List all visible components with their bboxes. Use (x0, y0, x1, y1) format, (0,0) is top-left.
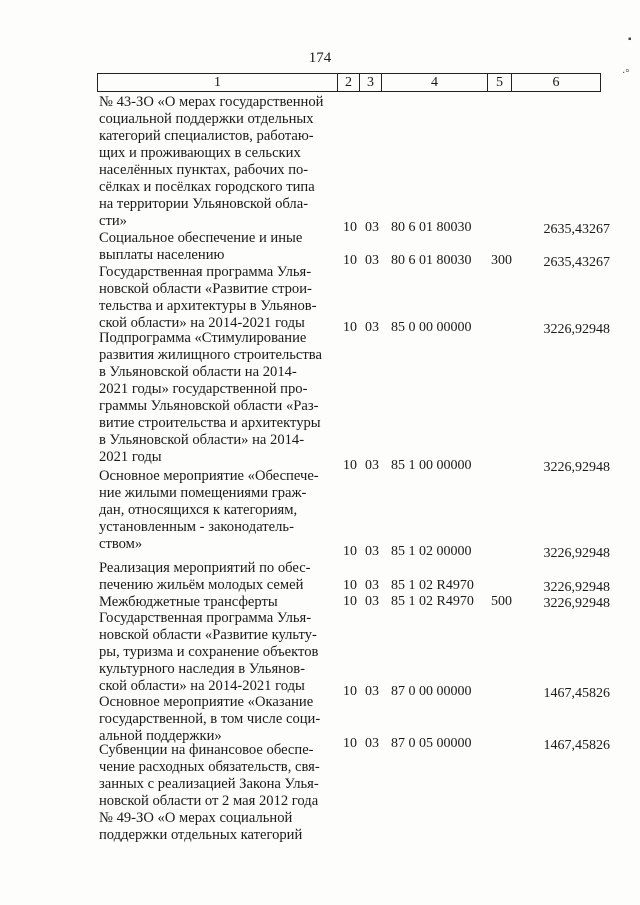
row-codes (343, 458, 521, 474)
description-line: ской области» на 2014-2021 годы (99, 678, 305, 694)
subsection-code: 03 (365, 253, 379, 268)
target-article-code: 85 1 02 R4970 (391, 578, 474, 593)
amount-value: 2635,43267 (543, 255, 610, 270)
amount-value: 1467,45826 (543, 686, 610, 701)
subsection-code: 03 (365, 320, 379, 335)
description-line: альной поддержки» (99, 728, 222, 744)
subsection-code: 03 (365, 684, 379, 699)
description-line: Субвенции на финансовое обеспе- (99, 742, 314, 758)
description-line: Социальное обеспечение и иные (99, 230, 303, 246)
target-article-code: 85 1 02 R4970 (391, 594, 474, 609)
column-header-3: 3 (360, 74, 382, 91)
row-codes (343, 736, 521, 752)
description-line: поддержки отдельных категорий (99, 827, 303, 843)
section-code: 10 (343, 253, 357, 268)
table-header (97, 73, 601, 92)
description-line: сти» (99, 213, 127, 229)
subsection-code: 03 (365, 578, 379, 593)
amount-value: 2635,43267 (543, 222, 610, 237)
column-header-6: 6 (552, 75, 560, 90)
description-line: государственной, в том числе соци- (99, 711, 321, 727)
row-description (99, 594, 337, 611)
description-line: граммы Ульяновской области «Раз- (99, 398, 319, 414)
description-line: чение расходных обязательств, свя- (99, 759, 320, 775)
section-code: 10 (343, 578, 357, 593)
row-description (99, 330, 337, 466)
row-codes (343, 594, 521, 610)
section-code: 10 (343, 220, 357, 235)
target-article-code: 85 0 00 00000 (391, 320, 472, 335)
description-line: населённых пунктах, рабочих по- (99, 162, 309, 178)
subsection-code: 03 (365, 220, 379, 235)
amount-value: 3226,92948 (543, 580, 610, 595)
amount-value: 3226,92948 (543, 546, 610, 561)
row-description (99, 742, 337, 844)
description-line: Государственная программа Улья- (99, 264, 312, 280)
description-line: Государственная программа Улья- (99, 610, 312, 626)
row-description (99, 560, 337, 594)
subsection-code: 03 (365, 594, 379, 609)
description-line: № 43-ЗО «О мерах государственной (99, 94, 324, 110)
section-code: 10 (343, 594, 357, 609)
description-line: сёлках и посёлках городского типа (99, 179, 315, 195)
description-line: Основное мероприятие «Оказание (99, 694, 314, 710)
description-line: на территории Ульяновской обла- (99, 196, 309, 212)
description-line: витие строительства и архитектуры (99, 415, 321, 431)
description-line: Подпрограмма «Стимулирование (99, 330, 307, 346)
row-description (99, 694, 337, 745)
scan-artifact-mark: ▪ (628, 34, 632, 45)
amount-value: 3226,92948 (543, 596, 610, 611)
description-line: занных с реализацией Закона Улья- (99, 776, 319, 792)
row-codes (343, 253, 521, 269)
description-line: в Ульяновской области на 2014- (99, 364, 297, 380)
row-codes (343, 578, 521, 594)
description-line: социальной поддержки отдельных (99, 111, 314, 127)
description-line: новской области «Развитие строи- (99, 281, 312, 297)
row-description (99, 230, 337, 264)
target-article-code: 87 0 05 00000 (391, 736, 472, 751)
description-line: 2021 годы» государственной про- (99, 381, 308, 397)
section-code: 10 (343, 544, 357, 559)
column-header-2: 2 (338, 74, 360, 91)
description-line: ние жилыми помещениями граж- (99, 485, 307, 501)
row-codes (343, 684, 521, 700)
description-line: Основное мероприятие «Обеспече- (99, 468, 319, 484)
description-line: в Ульяновской области» на 2014- (99, 432, 305, 448)
description-line: щих и проживающих в сельских (99, 145, 301, 161)
amount-value: 3226,92948 (543, 322, 610, 337)
row-codes (343, 220, 521, 236)
description-line: новской области от 2 мая 2012 года (99, 793, 319, 809)
section-code: 10 (343, 684, 357, 699)
target-article-code: 80 6 01 80030 (391, 220, 472, 235)
description-line: выплаты населению (99, 247, 225, 263)
section-code: 10 (343, 736, 357, 751)
row-codes (343, 544, 521, 560)
subsection-code: 03 (365, 544, 379, 559)
subsection-code: 03 (365, 736, 379, 751)
description-line: дан, относящихся к категориям, (99, 502, 298, 518)
description-line: 2021 годы (99, 449, 162, 465)
description-line: Реализация мероприятий по обес- (99, 560, 311, 576)
scan-artifact-mark: ·° (622, 68, 630, 79)
description-line: ры, туризма и сохранение объектов (99, 644, 319, 660)
subsection-code: 03 (365, 458, 379, 473)
target-article-code: 85 1 00 00000 (391, 458, 472, 473)
amount-value: 1467,45826 (543, 738, 610, 753)
row-codes (343, 320, 521, 336)
row-description (99, 610, 337, 695)
row-description (99, 468, 337, 553)
section-code: 10 (343, 458, 357, 473)
description-line: Межбюджетные трансферты (99, 594, 278, 610)
amount-value: 3226,92948 (543, 460, 610, 475)
description-line: культурного наследия в Ульянов- (99, 661, 306, 677)
description-line: новской области «Развитие культу- (99, 627, 317, 643)
column-header-5: 5 (488, 74, 512, 91)
row-description (99, 264, 337, 332)
target-article-code: 85 1 02 00000 (391, 544, 472, 559)
description-line: печению жильём молодых семей (99, 577, 304, 593)
description-line: установленным - законодатель- (99, 519, 294, 535)
expense-type-code: 500 (491, 594, 512, 609)
description-line: категорий специалистов, работаю- (99, 128, 314, 144)
description-line: развития жилищного строительства (99, 347, 322, 363)
expense-type-code: 300 (491, 253, 512, 268)
section-code: 10 (343, 320, 357, 335)
page-number: 174 (308, 50, 332, 66)
target-article-code: 80 6 01 80030 (391, 253, 472, 268)
target-article-code: 87 0 00 00000 (391, 684, 472, 699)
description-line: № 49-ЗО «О мерах социальной (99, 810, 293, 826)
row-description (99, 94, 337, 230)
description-line: ством» (99, 536, 143, 552)
column-header-4: 4 (382, 74, 488, 91)
description-line: ской области» на 2014-2021 годы (99, 315, 305, 331)
description-line: тельства и архитектуры в Ульянов- (99, 298, 317, 314)
column-header-1: 1 (98, 74, 338, 91)
